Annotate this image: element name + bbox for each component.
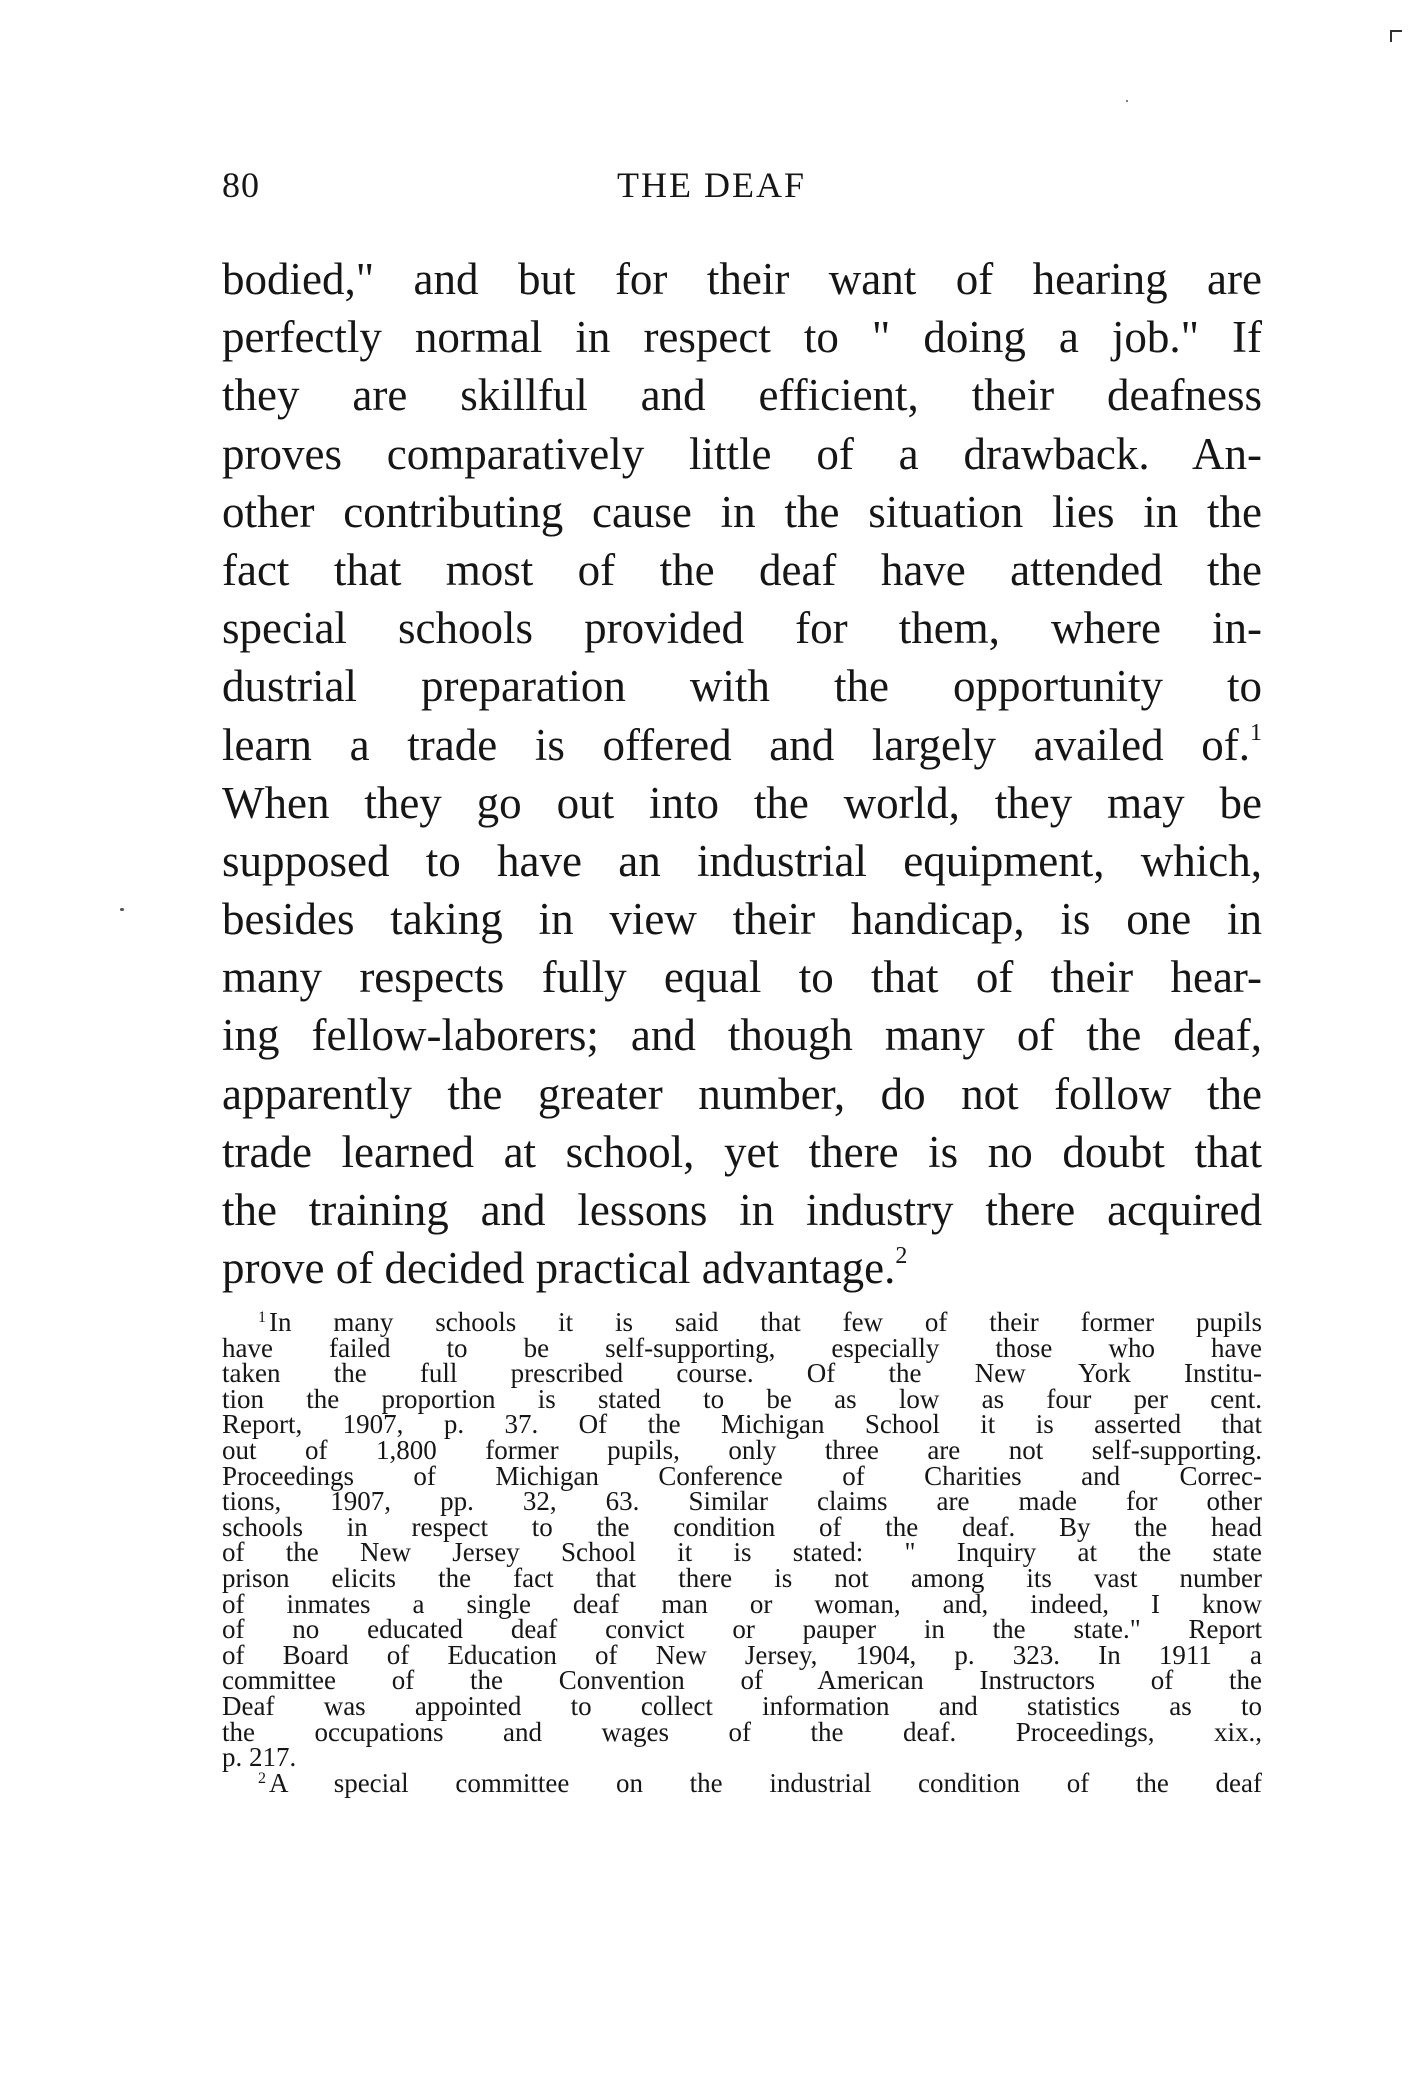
footnote-line: Report, 1907, p. 37. Of the Michigan School it is asserted that bbox=[222, 1409, 1262, 1440]
footnote-line: p. 217. bbox=[222, 1742, 297, 1773]
body-line: dustrial preparation with the opportunity to bbox=[222, 661, 1262, 712]
body-line: many respects fully equal to that of their hear- bbox=[222, 952, 1262, 1003]
footnote-line: taken the full prescribed course. Of the New York Institu- bbox=[222, 1358, 1262, 1389]
footnote-line: Proceedings of Michigan Conference of Charities and Correc- bbox=[222, 1460, 1262, 1491]
footnote-1-line bbox=[222, 1307, 1262, 1337]
body-line: they are skillful and efficient, their deafness bbox=[222, 370, 1262, 421]
footnote-line: have failed to be self-supporting, especially those who have bbox=[222, 1332, 1262, 1363]
page-header bbox=[222, 164, 1262, 216]
body-line: ing fellow-laborers; and though many of the deaf, bbox=[222, 1010, 1262, 1061]
scan-speck bbox=[1126, 100, 1128, 102]
footnote-2-line bbox=[222, 1767, 1262, 1798]
body-line-with-footnote-2 bbox=[222, 1239, 1262, 1297]
footnote-reference-2[interactable]: 2 bbox=[895, 1243, 908, 1270]
body-line: When they go out into the world, they may be bbox=[222, 777, 1262, 828]
body-line-with-footnote-1 bbox=[222, 716, 1262, 774]
footnote-line: of inmates a single deaf man or woman, and, indeed, I know bbox=[222, 1588, 1262, 1619]
body-line: special schools provided for them, where in- bbox=[222, 603, 1262, 654]
footnote-line: tions, 1907, pp. 32, 63. Similar claims are made for other bbox=[222, 1486, 1262, 1517]
footnote-line: of Board of Education of New Jersey, 1904, p. 323. In 1911 a bbox=[222, 1639, 1262, 1670]
footnote-line: out of 1,800 former pupils, only three are not self-supporting. bbox=[222, 1434, 1262, 1465]
footnote-line: schools in respect to the condition of the deaf. By the head bbox=[222, 1511, 1262, 1542]
footnote-line: of no educated deaf convict or pauper in the state." Report bbox=[222, 1614, 1262, 1645]
body-text bbox=[222, 250, 1262, 1297]
scan-speck bbox=[120, 908, 124, 911]
page-number: 80 bbox=[222, 165, 260, 205]
body-line: fact that most of the deaf have attended the bbox=[222, 544, 1262, 595]
footnote-mark-2: 2 bbox=[258, 1769, 266, 1787]
body-line: apparently the greater number, do not follow the bbox=[222, 1068, 1262, 1119]
body-line-text: prove of decided practical advantage. bbox=[222, 1243, 896, 1294]
body-line: the training and lessons in industry there acquired bbox=[222, 1185, 1262, 1235]
body-line: trade learned at school, yet there is no doubt that bbox=[222, 1126, 1262, 1177]
body-line: other contributing cause in the situation lies in the bbox=[222, 486, 1262, 537]
body-line: bodied," and but for their want of hearing are bbox=[222, 254, 1262, 304]
footnote-line: prison elicits the fact that there is not among its vast number bbox=[222, 1562, 1262, 1593]
footnote-reference-1[interactable]: 1 bbox=[1250, 719, 1262, 746]
footnote-line: the occupations and wages of the deaf. Proceedings, xix., bbox=[222, 1716, 1262, 1747]
body-line: besides taking in view their handicap, is one in bbox=[222, 894, 1262, 945]
footnote-line: tion the proportion is stated to be as low as four per cent. bbox=[222, 1383, 1262, 1414]
footnote-text: In many schools it is said that few of their former pupils bbox=[269, 1307, 1262, 1337]
body-line: supposed to have an industrial equipment, which, bbox=[222, 835, 1262, 886]
body-line-text: learn a trade is offered and largely availed of. bbox=[222, 719, 1250, 770]
body-line: proves comparatively little of a drawback. An- bbox=[222, 428, 1262, 479]
footnote-line: Deaf was appointed to collect information and statistics as to bbox=[222, 1690, 1262, 1721]
footnote-line: of the New Jersey School it is stated: " Inquiry at the state bbox=[222, 1537, 1262, 1568]
footnote-text: A special committee on the industrial condition of the deaf bbox=[269, 1767, 1262, 1798]
footnote-line: committee of the Convention of American Instructors of the bbox=[222, 1665, 1262, 1696]
body-line: perfectly normal in respect to " doing a job." If bbox=[222, 312, 1262, 363]
footnote-mark-1: 1 bbox=[258, 1309, 266, 1326]
footnotes bbox=[222, 1307, 1262, 1798]
crop-mark bbox=[1390, 30, 1402, 42]
running-head: THE DEAF bbox=[617, 165, 806, 205]
